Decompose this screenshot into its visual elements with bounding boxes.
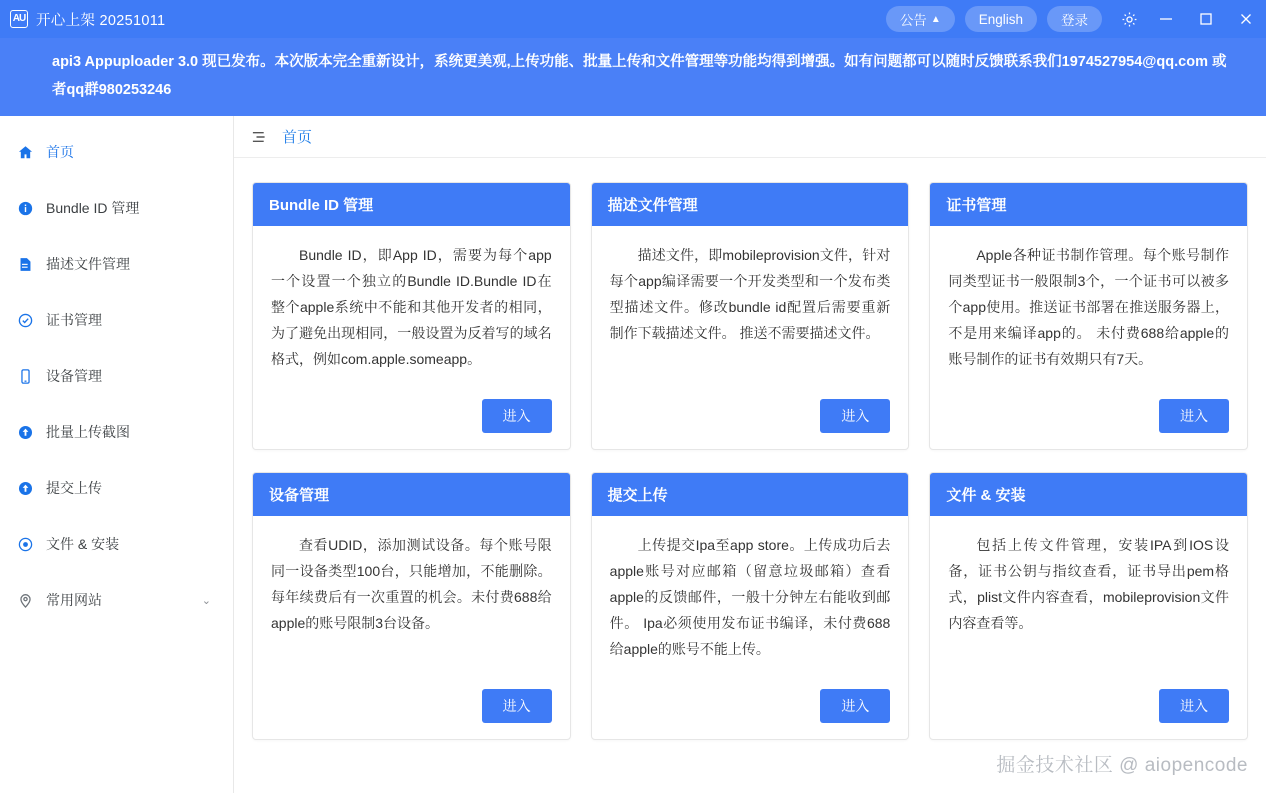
- gear-icon[interactable]: [1112, 0, 1146, 38]
- enter-button[interactable]: 进入: [820, 689, 890, 723]
- card-description: 查看UDID，添加测试设备。每个账号限同一设备类型100台，只能增加，不能删除。每年续费后有一次重置的机会。未付费688给apple的账号限制3台设备。: [271, 537, 552, 631]
- sidebar-item-home[interactable]: [0, 124, 233, 180]
- sidebar-item-label: 批量上传截图: [46, 424, 130, 440]
- card-title: 文件 & 安装: [930, 473, 1247, 516]
- sidebar-item-label: Bundle ID 管理: [46, 200, 140, 216]
- sidebar-item-files-install[interactable]: [0, 516, 233, 572]
- card-footer: [930, 399, 1247, 449]
- card-title: Bundle ID 管理: [253, 183, 570, 226]
- card-footer: [253, 689, 570, 739]
- sidebar-item-common-sites[interactable]: [0, 572, 233, 628]
- app-logo: AU: [10, 10, 28, 28]
- card-submit-upload: [591, 472, 910, 740]
- certificate-check-icon: [14, 309, 36, 331]
- chevron-down-icon[interactable]: ⌄: [201, 594, 211, 607]
- content-area: [234, 116, 1266, 793]
- card-footer: [592, 689, 909, 739]
- upload-circle-icon: [14, 421, 36, 443]
- announcement-banner: api3 Appuploader 3.0 现已发布。本次版本完全重新设计，系统更美观,上传功能、批量上传和文件管理等功能均得到增强。如有问题都可以随时反馈联系我们1974527954@qq.com 或者qq群980253246: [0, 38, 1266, 116]
- info-circle-icon: [14, 197, 36, 219]
- sidebar-item-label: 设备管理: [46, 368, 102, 384]
- card-description: Bundle ID，即App ID，需要为每个app一个设置一个独立的Bundle ID.Bundle ID在整个apple系统中不能和其他开发者的相同，为了避免出现相同，一般设置为反着写的域名格式，例如com.apple.someapp。: [271, 247, 552, 367]
- sidebar-item-certificates[interactable]: [0, 292, 233, 348]
- card-description: 上传提交Ipa至app store。上传成功后去apple账号对应邮箱（留意垃圾邮箱）查看apple的反馈邮件，一般十分钟左右能收到邮件。 Ipa必须使用发布证书编译，未付费688给apple的账号不能上传。: [609, 537, 891, 657]
- sidebar-item-devices[interactable]: [0, 348, 233, 404]
- login-button[interactable]: [1047, 6, 1102, 32]
- card-footer: [930, 689, 1247, 739]
- sidebar-item-batch-screenshots[interactable]: [0, 404, 233, 460]
- card-description: 包括上传文件管理，安装IPA到IOS设备，证书公钥与指纹查看，证书导出pem格式，plist文件内容查看，mobileprovision文件内容查看等。: [948, 537, 1229, 631]
- enter-button[interactable]: 进入: [482, 399, 552, 433]
- location-pin-icon: [14, 589, 36, 611]
- card-title: 证书管理: [930, 183, 1247, 226]
- home-icon: [14, 141, 36, 163]
- enter-button[interactable]: 进入: [482, 689, 552, 723]
- upload-circle-icon: [14, 477, 36, 499]
- english-button[interactable]: [965, 6, 1037, 32]
- sidebar-item-profiles[interactable]: [0, 236, 233, 292]
- sidebar-item-label: 描述文件管理: [46, 256, 130, 272]
- breadcrumb: [234, 116, 1266, 158]
- card-bundle-id: [252, 182, 571, 450]
- english-label: English: [978, 11, 1023, 27]
- card-profiles: [591, 182, 910, 450]
- maximize-icon[interactable]: [1186, 0, 1226, 38]
- card-devices: [252, 472, 571, 740]
- card-title: 提交上传: [592, 473, 909, 516]
- sidebar-item-label: 提交上传: [46, 480, 102, 496]
- card-title: 设备管理: [253, 473, 570, 516]
- window-title: 开心上架 20251011: [36, 12, 166, 29]
- enter-button[interactable]: 进入: [1159, 399, 1229, 433]
- sidebar-item-label: 常用网站: [46, 592, 102, 608]
- title-bar: [0, 0, 1266, 38]
- feature-card-grid: [234, 158, 1266, 793]
- announcement-label: 公告: [899, 13, 927, 28]
- card-description: 描述文件，即mobileprovision文件，针对每个app编译需要一个开发类型和一个发布类型描述文件。修改bundle id配置后需要重新制作下载描述文件。 推送不需要描述文件。: [609, 247, 891, 341]
- card-footer: [253, 399, 570, 449]
- announcement-button[interactable]: [886, 6, 955, 32]
- enter-button[interactable]: 进入: [1159, 689, 1229, 723]
- sidebar-item-bundle-id[interactable]: [0, 180, 233, 236]
- close-icon[interactable]: [1226, 0, 1266, 38]
- main-body: [0, 116, 1266, 793]
- minimize-icon[interactable]: [1146, 0, 1186, 38]
- card-files-install: [929, 472, 1248, 740]
- login-label: 登录: [1061, 13, 1088, 28]
- sidebar: [0, 116, 234, 793]
- breadcrumb-label: 首页: [282, 129, 313, 146]
- card-footer: [592, 399, 909, 449]
- install-target-icon: [14, 533, 36, 555]
- sidebar-item-label: 首页: [46, 144, 74, 160]
- enter-button[interactable]: 进入: [820, 399, 890, 433]
- device-phone-icon: [14, 365, 36, 387]
- watermark: 掘金技术社区 @ aiopencode: [996, 755, 1248, 776]
- profile-file-icon: [14, 253, 36, 275]
- card-title: 描述文件管理: [592, 183, 909, 226]
- card-description: Apple各种证书制作管理。每个账号制作同类型证书一般限制3个，一个证书可以被多个app使用。推送证书部署在推送服务器上，不是用来编译app的。 未付费688给apple的账号制作的证书有效期只有7天。: [948, 247, 1229, 367]
- sidebar-item-label: 证书管理: [46, 312, 102, 328]
- sidebar-item-label: 文件 & 安装: [46, 536, 120, 552]
- list-menu-icon[interactable]: [252, 130, 270, 144]
- card-certificates: [929, 182, 1248, 450]
- chevron-up-icon: ▲: [930, 13, 941, 25]
- sidebar-item-submit-upload[interactable]: [0, 460, 233, 516]
